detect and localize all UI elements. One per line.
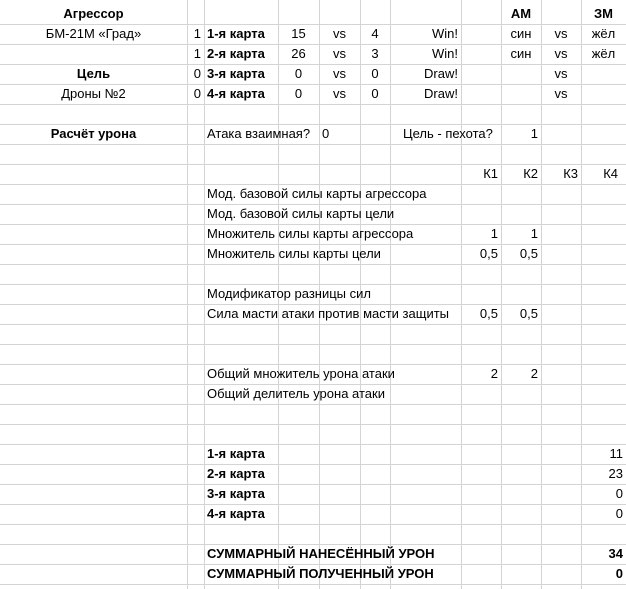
matchup-card[interactable]: 1-я карта (207, 26, 265, 41)
matchup-flag[interactable]: 0 (193, 66, 201, 81)
matchup-a[interactable]: 0 (294, 66, 303, 81)
matchup-a[interactable]: 15 (291, 26, 306, 41)
matchup-card[interactable]: 3-я карта (207, 66, 265, 81)
matchup-am[interactable]: син (510, 46, 532, 61)
damage-card-label[interactable]: 3-я карта (207, 486, 265, 501)
header-am[interactable]: АМ (510, 6, 532, 21)
matchup-vs2[interactable]: vs (554, 26, 568, 41)
total-received-label[interactable]: СУММАРНЫЙ ПОЛУЧЕННЫЙ УРОН (207, 566, 434, 581)
mutual-attack-value[interactable]: 0 (322, 126, 330, 141)
matchup-flag[interactable]: 1 (193, 26, 201, 41)
infantry-target-label[interactable]: Цель - пехота? (403, 126, 493, 141)
gridline (0, 324, 626, 325)
infantry-target-value[interactable]: 1 (530, 126, 538, 141)
gridline (0, 404, 626, 405)
gridline (0, 444, 626, 445)
aggressor-name[interactable]: БМ-21М «Град» (45, 26, 142, 41)
matchup-zm[interactable]: жёл (591, 26, 616, 41)
matchup-zm[interactable]: жёл (591, 46, 616, 61)
matchup-b[interactable]: 0 (371, 66, 379, 81)
matchup-b[interactable]: 0 (371, 86, 379, 101)
total-dealt-label[interactable]: СУММАРНЫЙ НАНЕСЁННЫЙ УРОН (207, 546, 435, 561)
matchup-result[interactable]: Win! (432, 26, 458, 41)
matchup-card[interactable]: 4-я карта (207, 86, 265, 101)
gridline (0, 264, 626, 265)
matchup-flag[interactable]: 0 (193, 86, 201, 101)
gridline (0, 524, 626, 525)
matchup-flag[interactable]: 1 (193, 46, 201, 61)
header-title[interactable]: Агрессор (63, 6, 124, 21)
matchup-b[interactable]: 3 (371, 46, 379, 61)
matchup-vs[interactable]: vs (333, 46, 346, 61)
gridline (0, 584, 626, 585)
gridline (0, 344, 626, 345)
column-header-k2[interactable]: К2 (523, 166, 538, 181)
matchup-am[interactable]: син (510, 26, 532, 41)
matchup-result[interactable]: Draw! (424, 86, 458, 101)
param-label[interactable]: Мод. базовой силы карты цели (207, 206, 395, 221)
damage-card-label[interactable]: 4-я карта (207, 506, 265, 521)
damage-card-value[interactable]: 0 (615, 486, 623, 501)
damage-card-label[interactable]: 2-я карта (207, 466, 265, 481)
param-label[interactable]: Общий множитель урона атаки (207, 366, 395, 381)
matchup-vs2[interactable]: vs (554, 46, 568, 61)
target-title[interactable]: Цель (76, 66, 111, 81)
gridline (501, 0, 502, 589)
param-label[interactable]: Модификатор разницы сил (207, 286, 371, 301)
param-k2[interactable]: 0,5 (519, 246, 538, 261)
param-k1[interactable]: 0,5 (479, 306, 498, 321)
calc-title[interactable]: Расчёт урона (50, 126, 137, 141)
total-received-value[interactable]: 0 (615, 566, 623, 581)
target-name[interactable]: Дроны №2 (61, 86, 126, 101)
gridline (0, 144, 626, 145)
matchup-a[interactable]: 0 (294, 86, 303, 101)
column-header-k1[interactable]: К1 (483, 166, 498, 181)
header-zm[interactable]: ЗМ (594, 6, 613, 21)
matchup-b[interactable]: 4 (371, 26, 379, 41)
matchup-vs2[interactable]: vs (554, 86, 568, 101)
column-header-k3[interactable]: К3 (563, 166, 578, 181)
matchup-a[interactable]: 26 (291, 46, 306, 61)
gridline (0, 504, 626, 505)
gridline (0, 484, 626, 485)
matchup-card[interactable]: 2-я карта (207, 46, 265, 61)
param-k1[interactable]: 2 (490, 366, 498, 381)
matchup-result[interactable]: Win! (432, 46, 458, 61)
gridline (0, 424, 626, 425)
total-dealt-value[interactable]: 34 (608, 546, 623, 561)
matchup-result[interactable]: Draw! (424, 66, 458, 81)
damage-card-value[interactable]: 0 (615, 506, 623, 521)
param-label[interactable]: Сила масти атаки против масти защиты (207, 306, 450, 321)
param-label[interactable]: Множитель силы карты цели (207, 246, 381, 261)
damage-card-value[interactable]: 11 (609, 446, 623, 461)
param-k2[interactable]: 1 (530, 226, 538, 241)
matchup-vs[interactable]: vs (333, 26, 346, 41)
gridline (0, 104, 626, 105)
matchup-vs[interactable]: vs (333, 66, 346, 81)
param-k1[interactable]: 1 (490, 226, 498, 241)
matchup-vs2[interactable]: vs (554, 66, 568, 81)
param-label[interactable]: Общий делитель урона атаки (207, 386, 385, 401)
param-label[interactable]: Мод. базовой силы карты агрессора (207, 186, 427, 201)
param-k1[interactable]: 0,5 (479, 246, 498, 261)
param-label[interactable]: Множитель силы карты агрессора (207, 226, 414, 241)
param-k2[interactable]: 2 (530, 366, 538, 381)
param-k2[interactable]: 0,5 (519, 306, 538, 321)
gridline (0, 464, 626, 465)
column-header-k4[interactable]: К4 (603, 166, 618, 181)
damage-card-value[interactable]: 23 (608, 466, 623, 481)
matchup-vs[interactable]: vs (333, 86, 346, 101)
damage-card-label[interactable]: 1-я карта (207, 446, 265, 461)
mutual-attack-label[interactable]: Атака взаимная? (207, 126, 311, 141)
